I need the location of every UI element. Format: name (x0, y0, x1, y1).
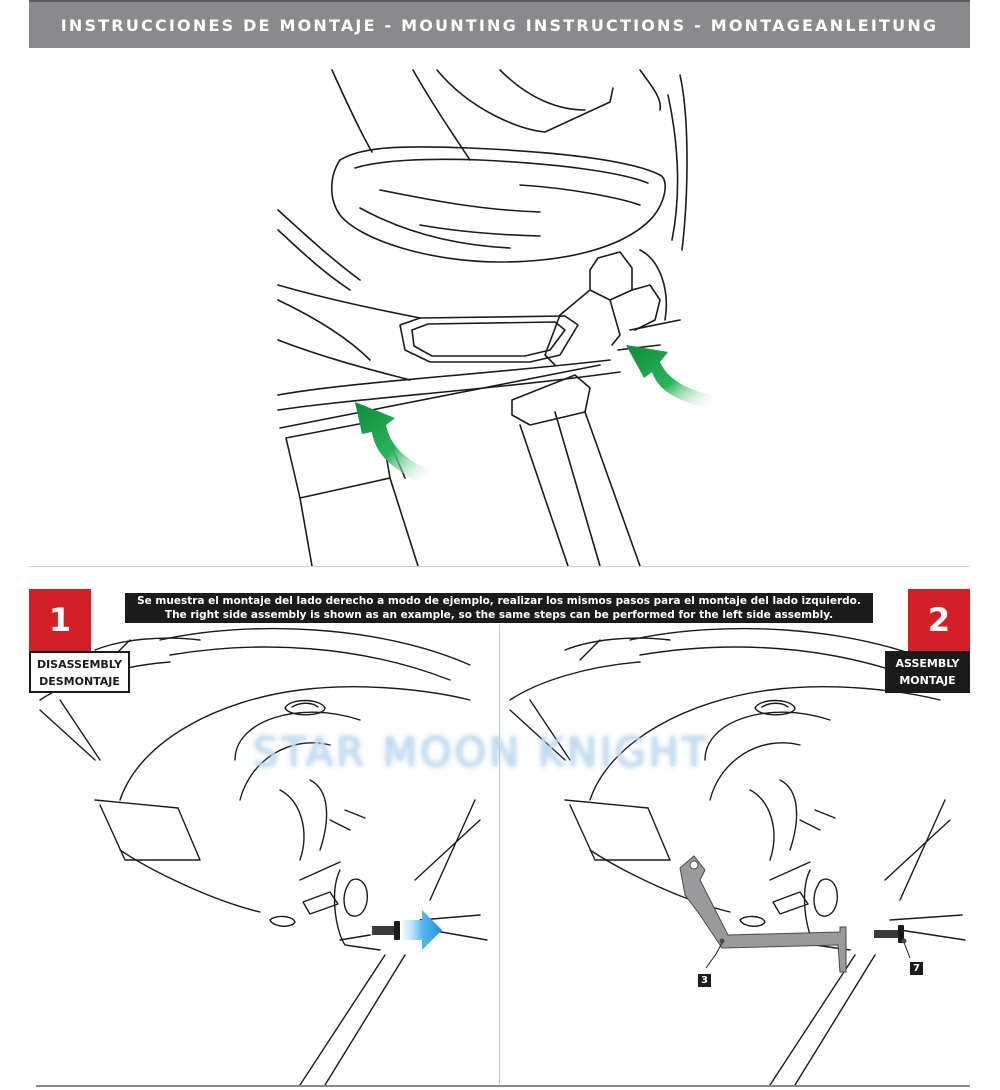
bolt-icon-right (874, 925, 910, 958)
bracket-part (680, 856, 846, 972)
step-1-number: 1 (29, 589, 91, 651)
step-1-label-en: DISASSEMBLY (36, 658, 123, 671)
green-arrow-left (355, 402, 430, 482)
bolt-icon-left (372, 921, 400, 940)
step-1-label (29, 651, 130, 693)
top-illustration (278, 70, 687, 566)
watermark: STAR MOON KNIGHT (253, 730, 710, 776)
blue-arrow-icon (402, 910, 442, 950)
right-panel-illustration (510, 629, 965, 1085)
left-panel-illustration (40, 629, 487, 1085)
note-line-en: The right side assembly is shown as an example, so the same steps can be performed for the left side assembly. (164, 609, 834, 621)
step-2-label-es: MONTAJE (899, 674, 956, 687)
part-tag-bracket: 3 (698, 974, 711, 987)
green-arrow-right (626, 345, 712, 410)
step-2-label (885, 651, 970, 693)
panel-divider (499, 625, 500, 1085)
instruction-note (125, 593, 873, 623)
part-tag-bolt: 7 (910, 962, 923, 975)
header-title: INSTRUCCIONES DE MONTAJE - MOUNTING INSTRUCTIONS - MONTAGEANLEITUNG (60, 15, 939, 35)
step-2-number: 2 (908, 589, 970, 651)
step-2-label-en: ASSEMBLY (895, 657, 960, 670)
note-line-es: Se muestra el montaje del lado derecho a modo de ejemplo, realizar los mismos pasos para el montaje del lado izquierdo. (137, 595, 861, 607)
step-1-label-es: DESMONTAJE (39, 675, 120, 688)
section-divider (29, 566, 970, 567)
bottom-rule (36, 1085, 970, 1087)
